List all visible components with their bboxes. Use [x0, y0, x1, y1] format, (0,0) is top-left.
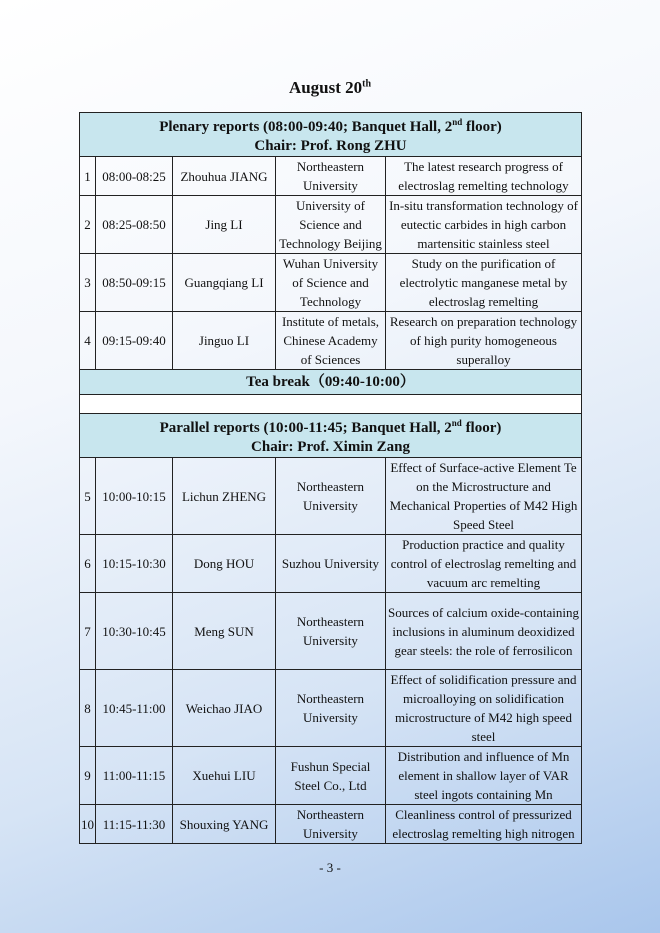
row-title: In-situ transformation technology of eutectic carbides in high carbon martensitic stainless steel — [386, 196, 582, 254]
row-affiliation: Suzhou University — [276, 535, 386, 593]
tea-break: Tea break（09:40-10:00） — [80, 370, 582, 395]
plenary-chair: Chair: Prof. Rong ZHU — [254, 138, 407, 154]
plenary-header — [80, 113, 582, 157]
row-time: 10:45-11:00 — [96, 670, 173, 747]
row-time: 10:00-10:15 — [96, 458, 173, 535]
row-title: Sources of calcium oxide-containing inclusions in aluminum deoxidized gear steels: the role of ferrosilicon — [386, 593, 582, 670]
row-affiliation: Northeastern University — [276, 593, 386, 670]
row-affiliation: University of Science and Technology Beijing — [276, 196, 386, 254]
row-number: 10 — [80, 805, 96, 844]
parallel-chair: Chair: Prof. Ximin Zang — [251, 439, 410, 455]
table-row — [80, 805, 582, 844]
row-title: Study on the purification of electrolytic manganese metal by electroslag remelting — [386, 254, 582, 312]
row-title: Production practice and quality control of electroslag remelting and vacuum arc remelting — [386, 535, 582, 593]
row-affiliation: Northeastern University — [276, 805, 386, 844]
date-heading: August 20th — [288, 78, 372, 97]
row-time: 11:15-11:30 — [96, 805, 173, 844]
row-title: Effect of solidification pressure and microalloying on solidification microstructure of M42 high speed steel — [386, 670, 582, 747]
row-speaker: Xuehui LIU — [173, 747, 276, 805]
row-title: Distribution and influence of Mn element in shallow layer of VAR steel ingots containing Mn — [386, 747, 582, 805]
row-number: 9 — [80, 747, 96, 805]
row-speaker: Jinguo LI — [173, 312, 276, 370]
blank-spacer — [80, 395, 582, 414]
row-speaker: Lichun ZHENG — [173, 458, 276, 535]
row-title: Cleanliness control of pressurized electroslag remelting high nitrogen — [386, 805, 582, 844]
row-speaker: Jing LI — [173, 196, 276, 254]
page-number: - 3 - — [319, 860, 341, 875]
tea-break-row — [80, 370, 582, 395]
parallel-title: Parallel reports (10:00-11:45; Banquet Hall, 2nd floor) — [159, 418, 502, 436]
row-number: 1 — [80, 157, 96, 196]
row-number: 7 — [80, 593, 96, 670]
row-affiliation: Fushun Special Steel Co., Ltd — [276, 747, 386, 805]
row-number: 2 — [80, 196, 96, 254]
row-affiliation: Northeastern University — [276, 157, 386, 196]
row-speaker: Weichao JIAO — [173, 670, 276, 747]
row-affiliation: Institute of metals, Chinese Academy of Sciences — [276, 312, 386, 370]
row-affiliation: Wuhan University of Science and Technology — [276, 254, 386, 312]
row-number: 4 — [80, 312, 96, 370]
row-number: 3 — [80, 254, 96, 312]
schedule-table — [79, 112, 582, 844]
row-speaker: Dong HOU — [173, 535, 276, 593]
row-time: 08:00-08:25 — [96, 157, 173, 196]
row-number: 6 — [80, 535, 96, 593]
row-affiliation: Northeastern University — [276, 458, 386, 535]
table-row — [80, 196, 582, 254]
parallel-header — [80, 414, 582, 458]
row-time: 08:25-08:50 — [96, 196, 173, 254]
table-row — [80, 254, 582, 312]
table-row — [80, 593, 582, 670]
row-title: Research on preparation technology of high purity homogeneous superalloy — [386, 312, 582, 370]
table-row — [80, 535, 582, 593]
row-title: Effect of Surface-active Element Te on the Microstructure and Mechanical Properties of M42 High Speed Steel — [386, 458, 582, 535]
blank-row — [80, 395, 582, 414]
table-row — [80, 458, 582, 535]
row-affiliation: Northeastern University — [276, 670, 386, 747]
row-time: 10:15-10:30 — [96, 535, 173, 593]
row-number: 8 — [80, 670, 96, 747]
table-row — [80, 747, 582, 805]
row-title: The latest research progress of electroslag remelting technology — [386, 157, 582, 196]
row-speaker: Zhouhua JIANG — [173, 157, 276, 196]
row-number: 5 — [80, 458, 96, 535]
table-row — [80, 157, 582, 196]
plenary-title: Plenary reports (08:00-09:40; Banquet Hall, 2nd floor) — [159, 117, 502, 135]
row-speaker: Meng SUN — [173, 593, 276, 670]
row-time: 11:00-11:15 — [96, 747, 173, 805]
plenary-header-row — [80, 113, 582, 157]
row-time: 09:15-09:40 — [96, 312, 173, 370]
row-speaker: Shouxing YANG — [173, 805, 276, 844]
row-time: 10:30-10:45 — [96, 593, 173, 670]
table-row — [80, 670, 582, 747]
table-row — [80, 312, 582, 370]
row-speaker: Guangqiang LI — [173, 254, 276, 312]
row-time: 08:50-09:15 — [96, 254, 173, 312]
parallel-header-row — [80, 414, 582, 458]
